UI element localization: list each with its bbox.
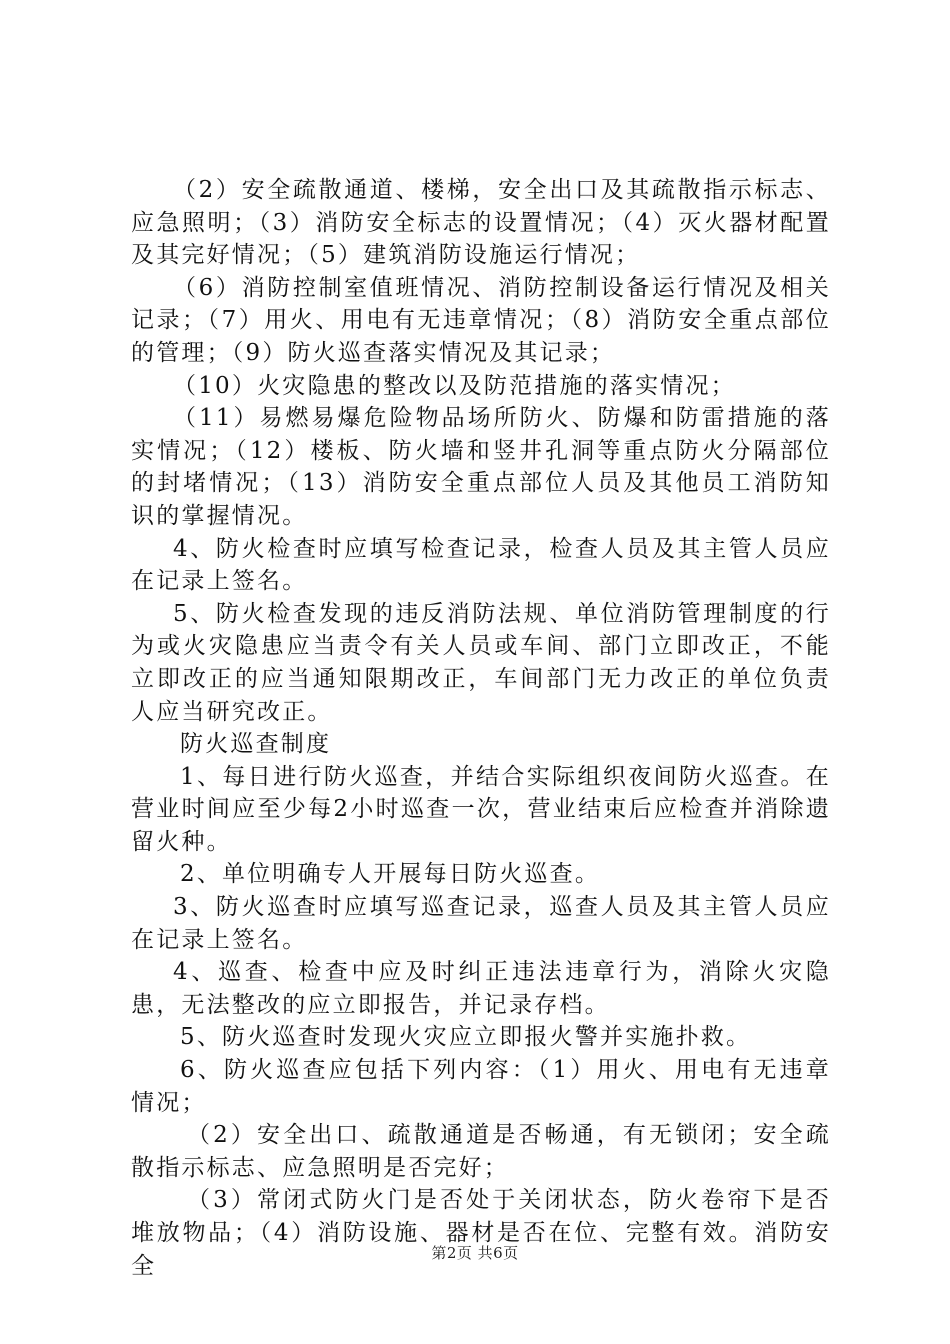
paragraph: 5、防火巡查时发现火灾应立即报火警并实施扑救。: [180, 1024, 752, 1051]
paragraph: 防火巡查制度: [180, 731, 332, 758]
paragraph: 6、防火巡查应包括下列内容：（1）用火、用电有无违章情况；: [131, 1057, 831, 1116]
paragraph: （2）安全疏散通道、楼梯，安全出口及其疏散指示标志、应急照明；（3）消防安全标志的设置情况；（4）灭火器材配置及其完好情况；（5）建筑消防设施运行情况；: [131, 177, 831, 269]
paragraph: （10）火灾隐患的整改以及防范措施的落实情况；: [173, 372, 736, 399]
paragraph: （11）易燃易爆危险物品场所防火、防爆和防雷措施的落实情况；（12）楼板、防火墙和竖井孔洞等重点防火分隔部位的封堵情况；（13）消防安全重点部位人员及其他员工消防知识的掌握情况。: [131, 405, 831, 529]
paragraph: 1、每日进行防火巡查，并结合实际组织夜间防火巡查。在营业时间应至少每2小时巡查一次，营业结束后应检查并消除遗留火种。: [131, 763, 831, 855]
paragraph: 2、单位明确专人开展每日防火巡查。: [180, 861, 601, 888]
paragraph: （3）常闭式防火门是否处于关闭状态，防火卷帘下是否堆放物品；（4）消防设施、器材是否在位、完整有效。消防安全: [131, 1187, 831, 1279]
paragraph: 4、防火检查时应填写检查记录，检查人员及其主管人员应在记录上签名。: [131, 535, 831, 595]
paragraph: 4、巡查、检查中应及时纠正违法违章行为，消除火灾隐患，无法整改的应立即报告，并记录存档。: [131, 959, 831, 1018]
page-footer: 第2页 共6页: [431, 1244, 519, 1262]
paragraph: （6）消防控制室值班情况、消防控制设备运行情况及相关记录；（7）用火、用电有无违章情况；（8）消防安全重点部位的管理；（9）防火巡查落实情况及其记录；: [131, 274, 831, 366]
paragraph: 5、防火检查发现的违反消防法规、单位消防管理制度的行为或火灾隐患应当责令有关人员或车间、部门立即改正，不能立即改正的应当通知限期改正，车间部门无力改正的单位负责人应当研究改正。: [131, 600, 831, 725]
paragraph: 3、防火巡查时应填写巡查记录，巡查人员及其主管人员应在记录上签名。: [131, 894, 831, 953]
paragraph: （2）安全出口、疏散通道是否畅通，有无锁闭；安全疏散指示标志、应急照明是否完好；: [131, 1122, 831, 1181]
document-body: [131, 174, 831, 1282]
